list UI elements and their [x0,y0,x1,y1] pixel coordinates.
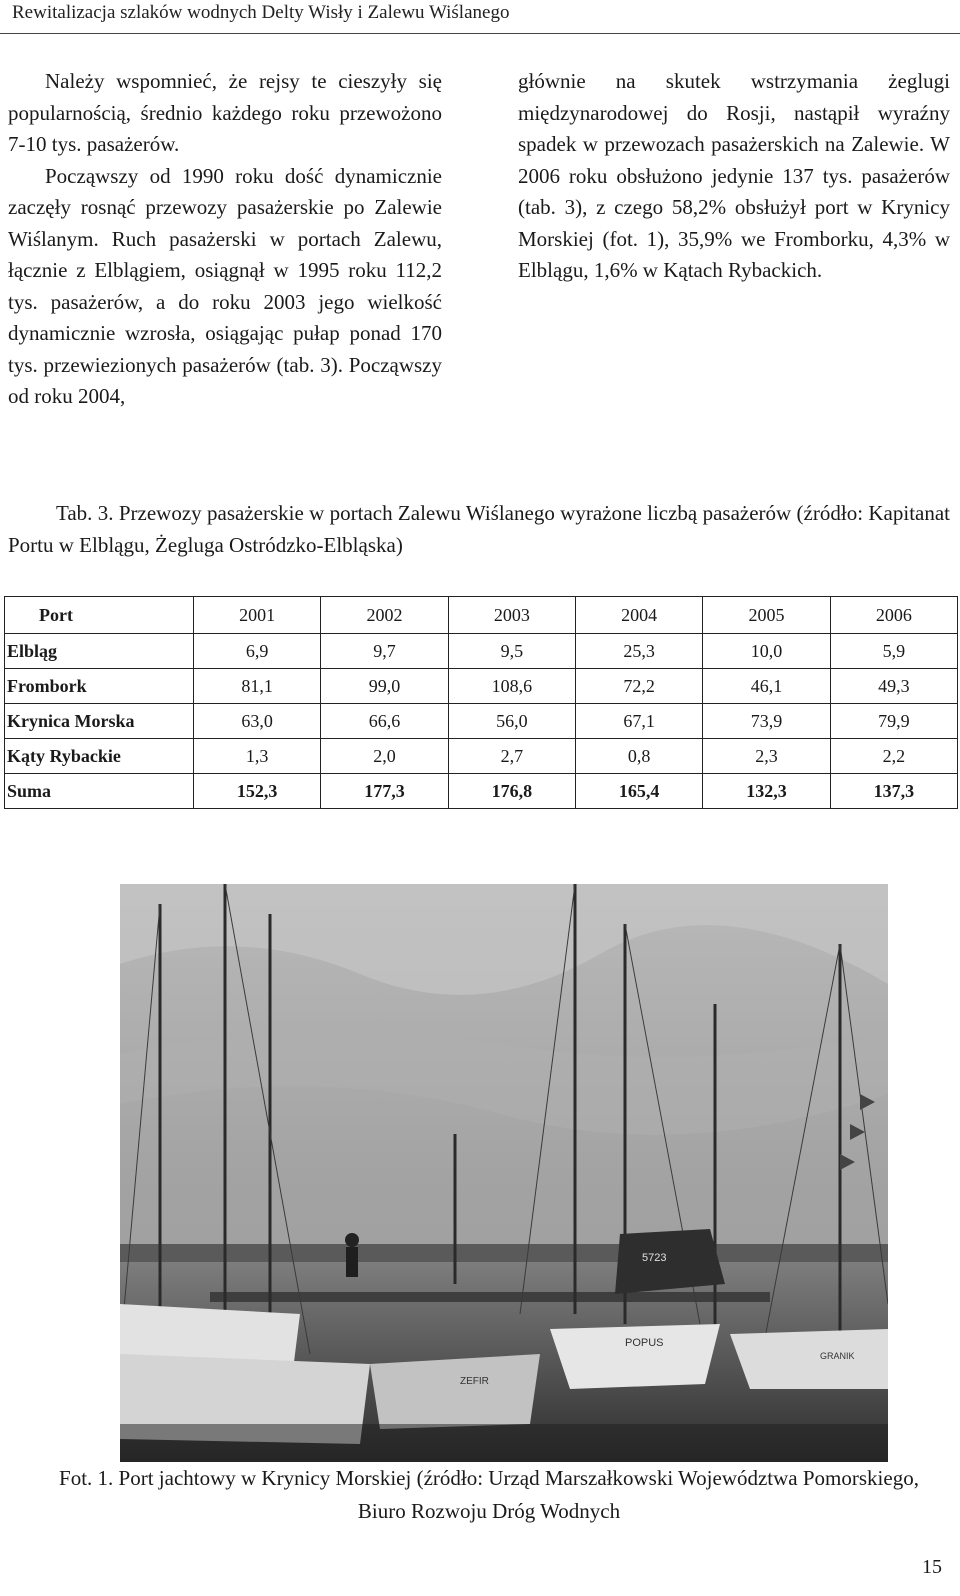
white-yacht [550,1324,720,1389]
port-cell: Krynica Morska [5,704,194,739]
value-cell: 2,0 [321,739,448,774]
boat-name: ZEFIR [460,1376,489,1387]
passenger-table [4,596,958,809]
table-row [5,634,958,669]
value-cell: 2,7 [448,739,575,774]
person [345,1233,359,1247]
boat-name: POPUS [625,1337,664,1349]
value-cell: 46,1 [703,669,830,704]
value-cell: 66,6 [321,704,448,739]
header-cell: 2004 [575,597,702,634]
value-cell: 81,1 [194,669,321,704]
reflections [120,1424,888,1462]
value-cell: 56,0 [448,704,575,739]
left-column [8,66,442,413]
person [346,1247,358,1277]
value-cell: 132,3 [703,774,830,809]
page-number: 15 [922,1556,942,1578]
value-cell: 177,3 [321,774,448,809]
table-sum-row [5,774,958,809]
photo-caption: Fot. 1. Port jachtowy w Krynicy Morskiej (źródło: Urząd Marszałkowski Województwa Pomorskiego, Biuro Rozwoju Dróg Wodnych [59,1466,919,1523]
value-cell: 0,8 [575,739,702,774]
table-header-row [5,597,958,634]
header-cell: 2001 [194,597,321,634]
boat-name: GRANIK [820,1351,855,1361]
boat-number: 5723 [642,1252,667,1264]
value-cell: 99,0 [321,669,448,704]
port-cell: Suma [5,774,194,809]
value-cell: 9,7 [321,634,448,669]
value-cell: 73,9 [703,704,830,739]
value-cell: 152,3 [194,774,321,809]
table-row [5,669,958,704]
running-title: Rewitalizacja szlaków wodnych Delty Wisły i Zalewu Wiślanego [12,2,510,23]
value-cell: 49,3 [830,669,957,704]
header-cell: 2002 [321,597,448,634]
value-cell: 67,1 [575,704,702,739]
header-cell: Port [5,597,194,634]
header-cell: 2003 [448,597,575,634]
header-cell: 2006 [830,597,957,634]
value-cell: 25,3 [575,634,702,669]
value-cell: 176,8 [448,774,575,809]
value-cell: 2,2 [830,739,957,774]
port-cell: Frombork [5,669,194,704]
value-cell: 108,6 [448,669,575,704]
value-cell: 63,0 [194,704,321,739]
white-yacht [370,1354,540,1429]
value-cell: 5,9 [830,634,957,669]
port-cell: Elbląg [5,634,194,669]
white-yacht [730,1329,888,1389]
running-header [0,0,960,34]
marina-photo [120,884,888,1462]
value-cell: 2,3 [703,739,830,774]
table-row [5,704,958,739]
value-cell: 137,3 [830,774,957,809]
shoreline [120,1244,888,1262]
value-cell: 79,9 [830,704,957,739]
value-cell: 165,4 [575,774,702,809]
value-cell: 9,5 [448,634,575,669]
value-cell: 72,2 [575,669,702,704]
header-cell: 2005 [703,597,830,634]
value-cell: 10,0 [703,634,830,669]
paragraph-left-1: Należy wspomnieć, że rejsy te cieszyły się popularnością, średnio każdego roku przewożono 7-10 tys. pasażerów. [8,69,442,156]
value-cell: 6,9 [194,634,321,669]
pier [210,1292,770,1302]
marina-photo-drawing [120,884,888,1462]
paragraph-right-1: głównie na skutek wstrzymania żeglugi międzynarodowej do Rosji, nastąpił wyraźny spadek w przewozach pasażerskich na Zalewie. W 2006 roku obsłużono jedynie 137 tys. pasażerów (tab. 3), z czego 58,2% obsłużył port w Krynicy Morskiej (fot. 1), 35,9% we Fromborku, 4,3% w Elblągu, 1,6% w Kątach Rybackich. [518,69,950,282]
table-row [5,739,958,774]
cabin-boat [615,1229,725,1294]
right-column [518,66,950,287]
value-cell: 1,3 [194,739,321,774]
table-caption: Tab. 3. Przewozy pasażerskie w portach Zalewu Wiślanego wyrażone liczbą pasażerów (źródło: Kapitanat Portu w Elblągu, Żegluga Ostródzko-Elbląska) [8,501,950,557]
port-cell: Kąty Rybackie [5,739,194,774]
paragraph-left-2: Począwszy od 1990 roku dość dynamicznie zaczęły rosnąć przewozy pasażerskie po Zalewie Wiślanym. Ruch pasażerski w portach Zalewu, łącznie z Elblągiem, osiągnął w 1995 roku 112,2 tys. pasażerów, a do roku 2003 jego wielkość dynamicznie wzrosła, osiągając pułap ponad 170 tys. przewiezionych pasażerów (tab. 3). Począwszy od roku 2004, [8,163,442,408]
